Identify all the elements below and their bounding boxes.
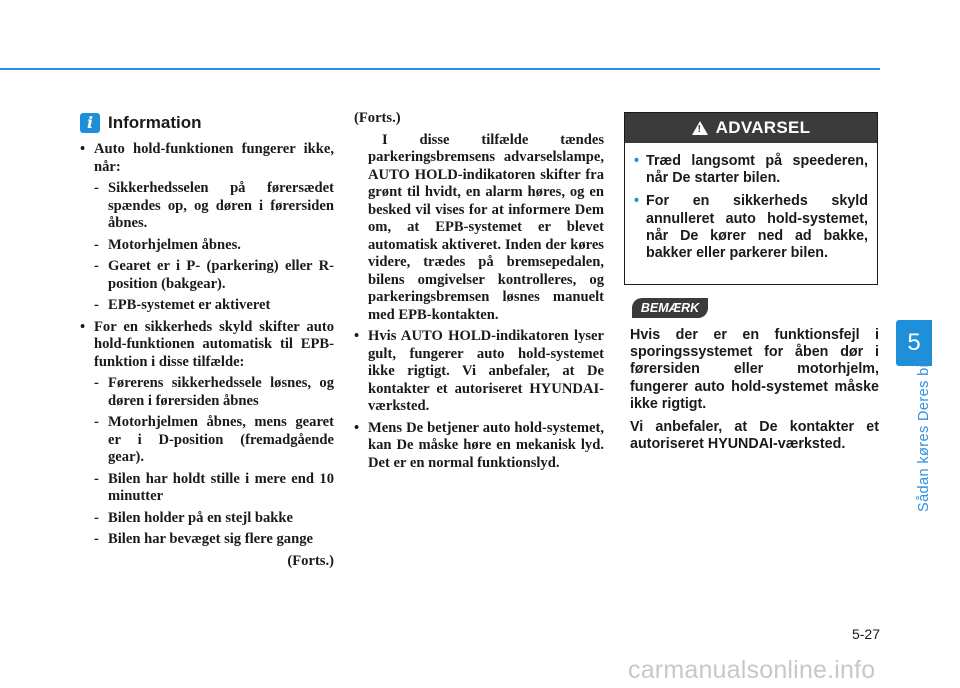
page-number: 5-27 — [851, 626, 880, 642]
bullet-text: Auto hold-funktionen fungerer ikke, når: — [94, 141, 334, 175]
sub-list — [94, 375, 334, 549]
note-paragraph: Vi anbefaler, at De kontakter et autoriseret HYUNDAI-værksted. — [630, 419, 879, 453]
sub-item: - Førerens sikkerhedssele løsnes, og døren i førersiden åbnes — [80, 375, 334, 410]
information-list — [80, 141, 334, 549]
warning-item: • For en sikkerheds skyld annulleret auto hold-systemet, når De kører ned ad bakke, bakker eller parkerer bilen. — [634, 193, 868, 262]
info-icon: i — [80, 113, 100, 133]
sub-item: - Bilen har holdt stille i mere end 10 minutter — [80, 471, 334, 506]
header-rule — [0, 68, 880, 70]
watermark: carmanualsonline.info — [628, 656, 876, 684]
information-title: Information — [108, 113, 202, 133]
note-paragraph: Hvis der er en funktionsfejl i sporingssystemet for åben dør i førersiden eller motorhjelm, fungerer auto hold-systemet måske ikke rigtigt. — [630, 327, 879, 412]
chapter-title: Sådan køres Deres bil — [916, 360, 932, 512]
warning-list — [634, 153, 868, 262]
information-heading — [80, 113, 334, 133]
sub-item: - Sikkerhedsselen på førersædet spændes op, og døren i førersiden åbnes. — [80, 180, 334, 233]
sub-item: - Gearet er i P- (parkering) eller R-position (bakgear). — [80, 258, 334, 293]
continued-label: (Forts.) — [354, 110, 401, 126]
continuation-paragraph: I disse tilfælde tændes parkeringsbremsens advarselslampe, AUTO HOLD-indikatoren skifter fra grønt til hvidt, en alarm høres, og en besked vil vises for at informere Dem om, at EPB-systemet er blevet automatisk aktiveret. Inden der køres videre, trædes på bremsepedalen, bilens omgivelser kontrolleres, og parkeringsbremsen løsnes manuelt med EPB-kontakten. — [368, 131, 604, 323]
sub-list — [94, 180, 334, 315]
list-item — [80, 319, 334, 549]
list-item: • Hvis AUTO HOLD-indikatoren lyser gult, fungerer auto hold-systemet ikke rigtigt. Vi anbefaler, at De kontakter et autoriseret HYUNDAI-værksted. — [354, 328, 604, 416]
note-badge: BEMÆRK — [632, 298, 708, 318]
warning-header — [625, 113, 877, 143]
list-item — [80, 141, 334, 315]
sub-item: - Bilen har bevæget sig flere gange — [80, 531, 334, 549]
warning-item: • Træd langsomt på speederen, når De starter bilen. — [634, 153, 868, 187]
information-column — [80, 113, 334, 570]
chapter-number-tab: 5 — [896, 320, 932, 366]
sub-item: - EPB-systemet er aktiveret — [80, 297, 334, 315]
warning-box — [624, 112, 878, 285]
continuation-column — [354, 110, 604, 476]
warning-body — [625, 143, 877, 262]
sub-item: - Motorhjelmen åbnes, mens gearet er i D-position (fremadgående gear). — [80, 414, 334, 467]
continuation-list — [354, 328, 604, 472]
chapter-title-vertical — [914, 360, 934, 512]
note-text — [630, 327, 879, 459]
sub-item: - Bilen holder på en stejl bakke — [80, 510, 334, 528]
bullet-text: For en sikkerheds skyld skifter auto hold-funktionen automatisk til EPB-funktion i disse tilfælde: — [94, 318, 334, 370]
list-item: • Mens De betjener auto hold-systemet, kan De måske høre en mekanisk lyd. Det er en normal funktionslyd. — [354, 420, 604, 473]
continued-label: (Forts.) — [287, 552, 334, 569]
sub-item: - Motorhjelmen åbnes. — [80, 237, 334, 255]
warning-triangle-icon: ! — [692, 121, 708, 135]
warning-title: ADVARSEL — [715, 118, 811, 137]
